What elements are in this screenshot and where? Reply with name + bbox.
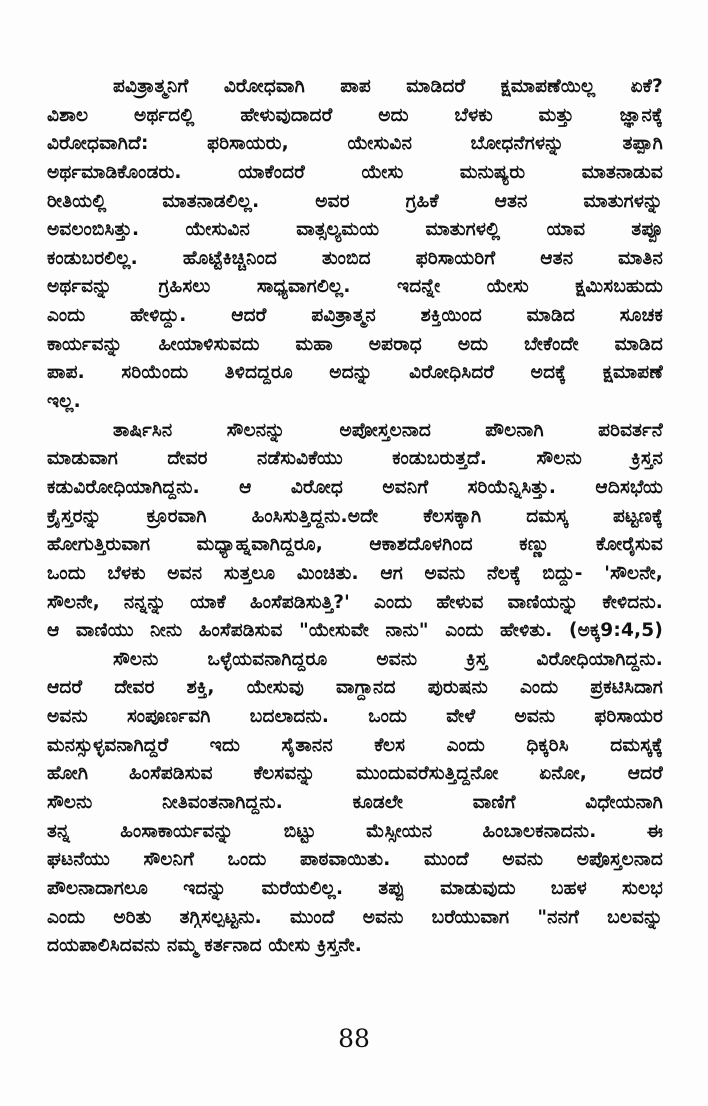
text-line: ಆದರೆ ದೇವರ ಶಕ್ತಿ, ಯೇಸುವು ವಾಗ್ದಾನದ ಪುರುಷನು ಎಂದು ಪ್ರಕಟಿಸಿದಾಗ [47, 677, 663, 699]
text-line: ವಿಶಾಲ ಅರ್ಥದಲ್ಲಿ ಹೇಳುವುದಾದರೆ ಅದು ಬೆಳಕು ಮತ್ತು ಜ್ಞಾನಕ್ಕೆ [47, 104, 663, 126]
text-line: ಒಂದು ಬೆಳಕು ಅವನ ಸುತ್ತಲೂ ಮಿಂಚಿತು. ಆಗ ಅವನು ನೆಲಕ್ಕೆ ಬಿದ್ದು- 'ಸೌಲನೇ, [47, 562, 663, 584]
text-line: ಮನಸ್ಸುಳ್ಳವನಾಗಿದ್ದರೆ ಇದು ಸೈತಾನನ ಕೆಲಸ ಎಂದು ಧಿಕ್ಕರಿಸಿ ದಮಸ್ಕಕ್ಕೆ [47, 734, 663, 756]
paragraph-first-line: ಸೌಲನು ಒಳ್ಳೆಯವನಾಗಿದ್ದರೂ ಅವನು ಕ್ರಿಸ್ತ ವಿರೋಧಿಯಾಗಿದ್ದನು. [113, 648, 663, 670]
text-line: ಅವನು ಸಂಪೂರ್ಣವಗಿ ಬದಲಾದನು. ಒಂದು ವೇಳೆ ಅವನು ಫರಿಸಾಯರ [47, 706, 663, 728]
text-line: ರೀತಿಯಲ್ಲಿ ಮಾತನಾಡಲಿಲ್ಲ. ಅವರ ಗ್ರಹಿಕೆ ಆತನ ಮಾತುಗಳನ್ನು [47, 190, 663, 212]
text-line: ಅರ್ಥವನ್ನು ಗ್ರಹಿಸಲು ಸಾಧ್ಯವಾಗಲಿಲ್ಲ. ಇದನ್ನೇ ಯೇಸು ಕ್ಷಮಿಸಬಹುದು [47, 276, 663, 298]
text-line: ದಯಪಾಲಿಸಿದವನು ನಮ್ಮ ಕರ್ತನಾದ ಯೇಸು ಕ್ರಿಸ್ತನೇ. [47, 935, 362, 957]
paragraph-first-line: ತಾರ್ಷಿಸಿನ ಸೌಲನನ್ನು ಅಪೋಸ್ತಲನಾದ ಪೌಲನಾಗಿ ಪರಿವರ್ತನೆ [113, 419, 663, 441]
text-line: ಪೌಲನಾದಾಗಲೂ ಇದನ್ನು ಮರೆಯಲಿಲ್ಲ. ತಪ್ಪು ಮಾಡುವುದು ಬಹಳ ಸುಲಭ [47, 877, 663, 899]
text-line: ಎಂದು ಅರಿತು ತಗ್ಗಿಸಲ್ಪಟ್ಟನು. ಮುಂದೆ ಅವನು ಬರೆಯುವಾಗ "ನನಗೆ ಬಲವನ್ನು [47, 906, 663, 928]
text-line: ಕಂಡುಬರಲಿಲ್ಲ. ಹೊಟ್ಟೆಕಿಚ್ಚಿನಿಂದ ತುಂಬಿದ ಫರಿಸಾಯರಿಗೆ ಆತನ ಮಾತಿನ [47, 247, 663, 269]
text-line: ಘಟನೆಯು ಸೌಲನಿಗೆ ಒಂದು ಪಾಠವಾಯಿತು. ಮುಂದೆ ಅವನು ಅಪೊಸ್ತಲನಾದ [47, 849, 663, 871]
text-line: ತನ್ನ ಹಿಂಸಾಕಾರ್ಯವನ್ನು ಬಿಟ್ಟು ಮೆಸ್ಸೀಯನ ಹಿಂಬಾಲಕನಾದನು. ಈ [47, 820, 663, 842]
text-line: ಸೌಲನು ನೀತಿವಂತನಾಗಿದ್ದನು. ಕೂಡಲೇ ವಾಣಿಗೆ ವಿಧೇಯನಾಗಿ [47, 792, 663, 814]
text-line: ಇಲ್ಲ. [47, 391, 81, 413]
text-line: ಮಾಡುವಾಗ ದೇವರ ನಡೆಸುವಿಕೆಯು ಕಂಡುಬರುತ್ತದೆ. ಸೌಲನು ಕ್ರಿಸ್ತನ [47, 448, 663, 470]
text-line: ಆ ವಾಣಿಯು ನೀನು ಹಿಂಸೆಪಡಿಸುವ "ಯೇಸುವೇ ನಾನು" ಎಂದು ಹೇಳಿತು. (ಅಕ್ಕ9:4,5) [47, 620, 663, 642]
text-line: ಹೋಗಿ ಹಿಂಸೆಪಡಿಸುವ ಕೆಲಸವನ್ನು ಮುಂದುವರೆಸುತ್ತಿದ್ದನೋ ಏನೋ, ಆದರೆ [47, 763, 663, 785]
text-line: ವಿರೋಧವಾಗಿದೆ: ಫರಿಸಾಯರು, ಯೇಸುವಿನ ಬೋಧನೆಗಳನ್ನು ತಪ್ಪಾಗಿ [47, 133, 663, 155]
text-line: ಎಂದು ಹೇಳಿದ್ದು. ಆದರೆ ಪವಿತ್ರಾತ್ಮನ ಶಕ್ತಿಯಿಂದ ಮಾಡಿದ ಸೂಚಕ [47, 305, 663, 327]
text-line: ಸೌಲನೇ, ನನ್ನನ್ನು ಯಾಕೆ ಹಿಂಸೆಪಡಿಸುತ್ತಿ?' ಎಂದು ಹೇಳುವ ವಾಣಿಯನ್ನು ಕೇಳಿದನು. [47, 591, 663, 613]
text-line: ಕಾರ್ಯವನ್ನು ಹೀಯಾಳಿಸುವದು ಮಹಾ ಅಪರಾಧ ಅದು ಬೇಕೆಂದೇ ಮಾಡಿದ [47, 333, 663, 355]
body-text [47, 73, 663, 961]
paragraph-first-line: ಪವಿತ್ರಾತ್ಮನಿಗೆ ವಿರೋಧವಾಗಿ ಪಾಪ ಮಾಡಿದರೆ ಕ್ಷಮಾಪಣೆಯಿಲ್ಲ ಏಕೆ? [113, 76, 663, 97]
text-line: ಅರ್ಥಮಾಡಿಕೊಂಡರು. ಯಾಕೆಂದರೆ ಯೇಸು ಮನುಷ್ಯರು ಮಾತನಾಡುವ [47, 161, 663, 183]
text-line: ಅವಲಂಬಿಸಿತ್ತು. ಯೇಸುವಿನ ವಾತ್ಸಲ್ಯಮಯ ಮಾತುಗಳಲ್ಲಿ ಯಾವ ತಪ್ಪೂ [47, 219, 663, 241]
text-line: ಹೋಗುತ್ತಿರುವಾಗ ಮಧ್ಯಾಹ್ನವಾಗಿದ್ದರೂ, ಆಕಾಶದೊಳಗಿಂದ ಕಣ್ಣು ಕೋರೈಸುವ [47, 534, 663, 556]
page-number: 88 [338, 1024, 370, 1053]
text-line: ಕ್ರೈಸ್ತರನ್ನು ಕ್ರೂರವಾಗಿ ಹಿಂಸಿಸುತ್ತಿದ್ದನು.ಅದೇ ಕೆಲಸಕ್ಕಾಗಿ ದಮಸ್ಕ ಪಟ್ಟಣಕ್ಕೆ [47, 505, 663, 527]
text-line: ಪಾಪ. ಸರಿಯೆಂದು ತಿಳಿದದ್ದರೂ ಅದನ್ನು ವಿರೋಧಿಸಿದರೆ ಅದಕ್ಕೆ ಕ್ಷಮಾಪಣೆ [47, 362, 663, 384]
text-line: ಕಡುವಿರೋಧಿಯಾಗಿದ್ದನು. ಆ ವಿರೋಧ ಅವನಿಗೆ ಸರಿಯೆನ್ನಿಸಿತ್ತು. ಆದಿಸಭೆಯ [47, 476, 663, 498]
